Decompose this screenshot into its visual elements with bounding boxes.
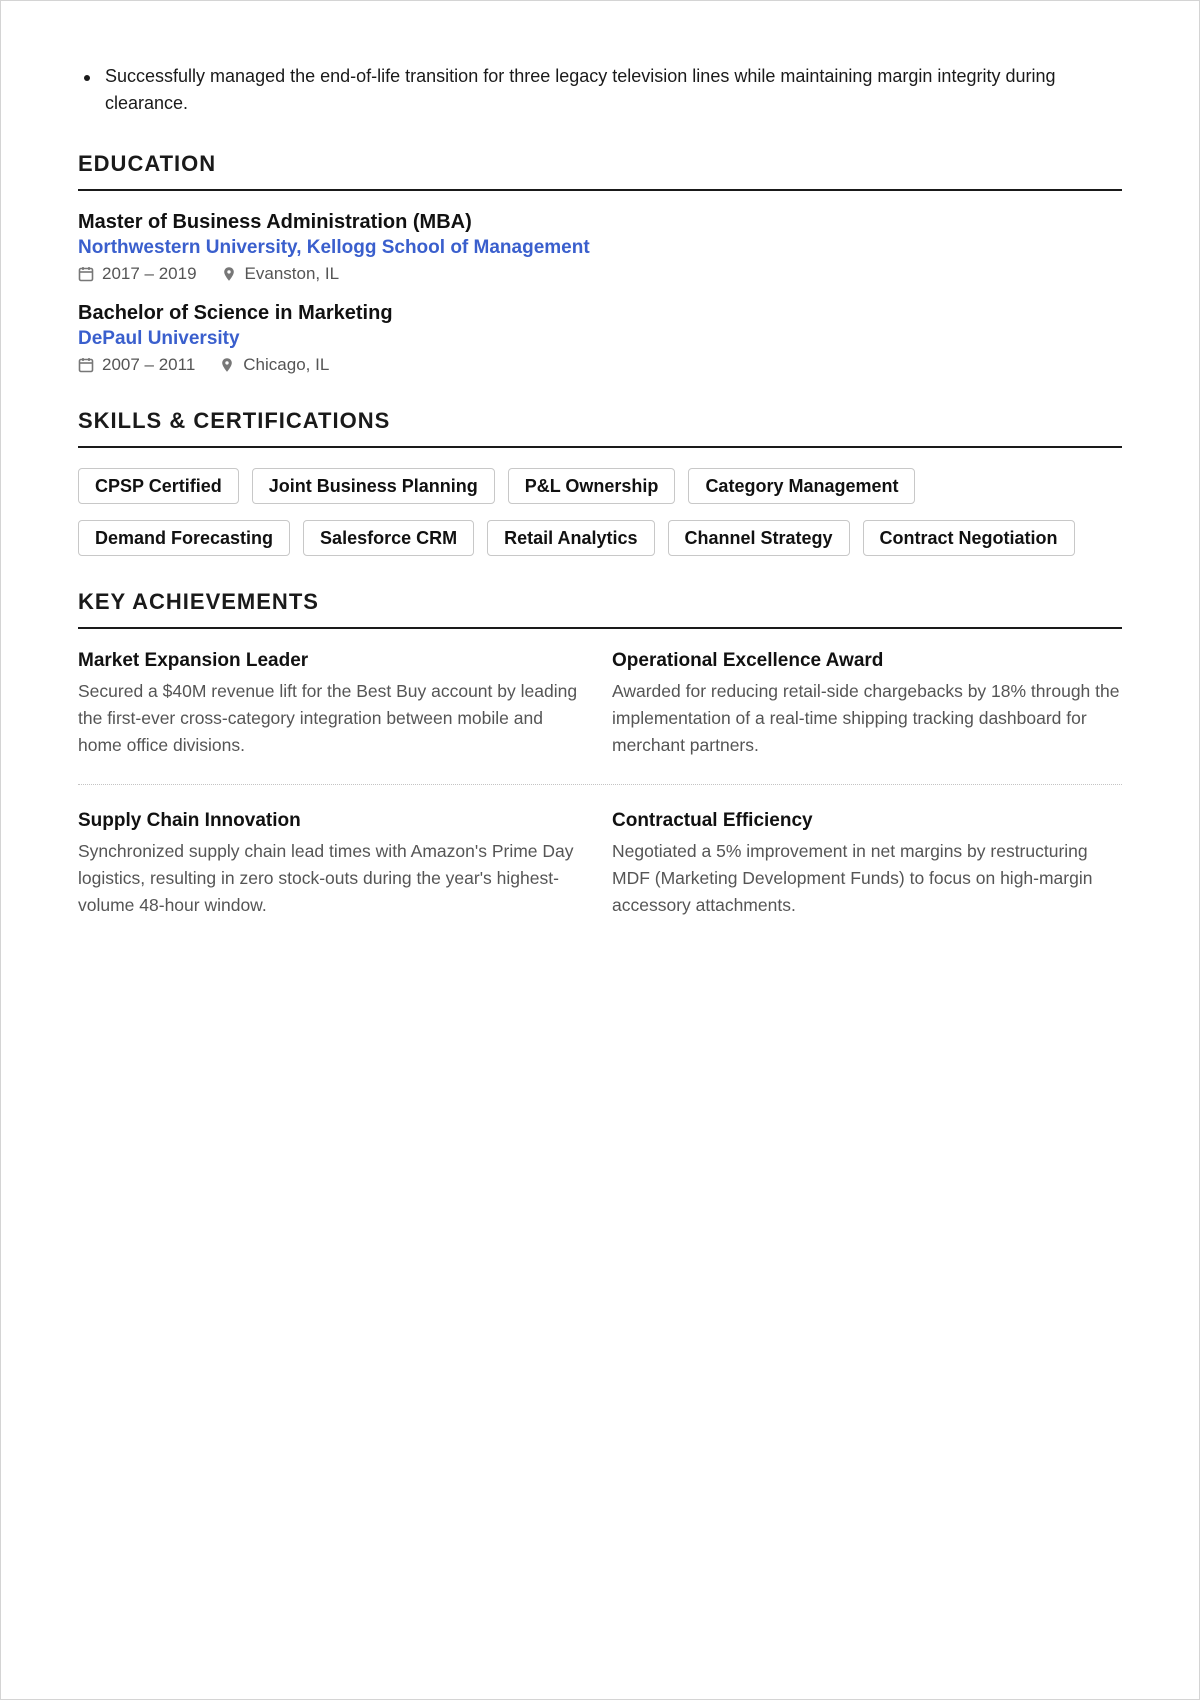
skill-chip: Demand Forecasting [78,520,290,556]
skill-chip: Retail Analytics [487,520,654,556]
education-entry [78,300,1122,378]
skill-chip: Channel Strategy [668,520,850,556]
experience-bullet: Successfully managed the end-of-life transition for three legacy television lines while maintaining margin integrity during clearance. [78,63,1122,117]
achievement-item [612,808,1122,919]
skills-heading: SKILLS & CERTIFICATIONS [78,408,1122,448]
achievement-item [78,648,588,759]
achievements-heading: KEY ACHIEVEMENTS [78,589,1122,629]
achievement-text: Synchronized supply chain lead times with Amazon's Prime Day logistics, resulting in zero stock-outs during the year's highest-volume 48-hour window. [78,841,574,915]
calendar-icon [78,266,94,282]
education-entry [78,209,1122,287]
achievement-item [612,648,1122,759]
achievement-text: Negotiated a 5% improvement in net margins by restructuring MDF (Marketing Development Funds) to focus on high-margin accessory attachments. [612,841,1093,915]
achievements-row [78,808,1122,919]
education-meta [78,352,1122,378]
achievement-item [78,808,588,919]
achievement-title: Contractual Efficiency [612,810,813,831]
education-heading: EDUCATION [78,151,1122,191]
education-location: Chicago, IL [243,355,330,374]
achievement-text: Secured a $40M revenue lift for the Best Buy account by leading the first-ever cross-category integration between mobile and home office divisions. [78,681,578,755]
achievement-text: Awarded for reducing retail-side chargebacks by 18% through the implementation of a real-time shipping tracking dashboard for merchant partners. [612,681,1120,755]
calendar-icon [78,357,94,373]
education-dates: 2007 – 2011 [102,355,196,374]
achievement-title: Market Expansion Leader [78,650,309,671]
skill-chip: CPSP Certified [78,468,239,504]
skills-row [78,468,1122,504]
skill-chip: Salesforce CRM [303,520,474,556]
achievements-row [78,648,1122,759]
skill-chip: P&L Ownership [508,468,676,504]
skills-row [78,520,1122,556]
achievements-divider [78,784,1122,785]
skill-chip: Contract Negotiation [863,520,1075,556]
degree: Bachelor of Science in Marketing [78,302,393,324]
achievement-title: Operational Excellence Award [612,650,884,671]
map-pin-icon [219,357,235,373]
education-location: Evanston, IL [244,264,340,283]
map-pin-icon [221,266,237,282]
school: DePaul University [78,328,240,349]
school: Northwestern University, Kellogg School of Management [78,237,590,258]
education-meta [78,261,1122,287]
education-dates: 2017 – 2019 [102,264,197,283]
skill-chip: Joint Business Planning [252,468,495,504]
skills-chips [78,468,1122,572]
skill-chip: Category Management [688,468,915,504]
achievement-title: Supply Chain Innovation [78,810,301,831]
experience-bullets [78,63,1122,117]
degree: Master of Business Administration (MBA) [78,211,472,233]
